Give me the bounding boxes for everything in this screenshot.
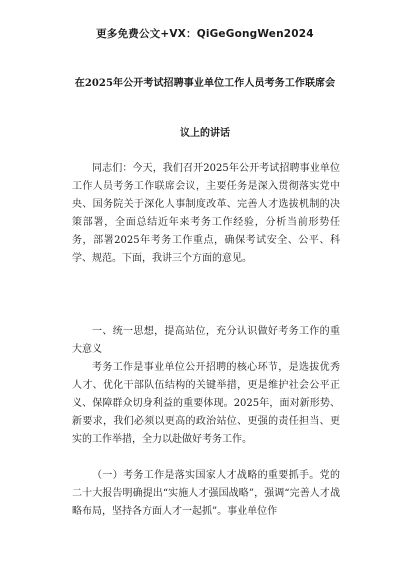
section-heading-1: 一、统一思想，提高站位，充分认识做好考务工作的重大意义 (72, 326, 340, 355)
document-title-line2: 议上的讲话 (180, 128, 230, 139)
paragraph-subsection-1: （一）考务工作是落实国家人才战略的重要抓手。党的二十大报告明确提出“实施人才强国战略”，强调“完善人才战略布局，坚持各方面人才一起抓”。事业单位作 (72, 470, 340, 517)
document-title-line1: 在2025年公开考试招聘事业单位工作人员考务工作联席会 (74, 78, 336, 89)
paragraph-section-1: 考务工作是事业单位公开招聘的核心环节，是选拔优秀人才、优化干部队伍结构的关键举措，更是维护社会公平正义、保障群众切身利益的重要体现。2025年，面对新形势、新要求，我们必须以更高的政治站位、更强的责任担当、更实的工作举措，全力以赴做好考务工作。 (72, 362, 340, 445)
header-banner: 更多免费公文+VX：QiGeGongWen2024 (96, 28, 314, 40)
paragraph-greeting: 同志们：今天，我们召开2025年公开考试招聘事业单位工作人员考务工作联席会议，主要任务是深入贯彻落实党中央、国务院关于深化人事制度改革、完善人才选拔机制的决策部署，全面总结近年来考务工作经验，分析当前形势任务，部署2025年考务工作重点，确保考试安全、公平、科学、规范。下面，我讲三个方面的意见。 (72, 163, 340, 264)
